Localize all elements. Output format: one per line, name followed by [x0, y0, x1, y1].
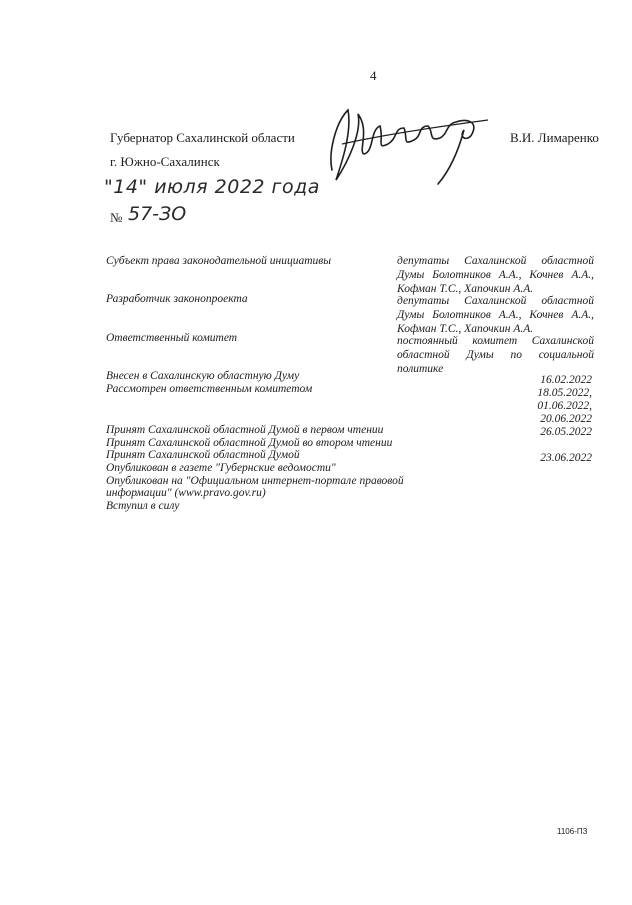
- signature: [318, 92, 508, 202]
- effective-label: Вступил в силу: [106, 500, 180, 512]
- committee-value: постоянный комитет Сахалинской областной Думы по социальной политике: [397, 335, 594, 375]
- handwritten-number: 57-ЗО: [128, 203, 187, 225]
- portal-label-line2: информации" (www.pravo.gov.ru): [106, 487, 266, 499]
- first-reading-label: Принят Сахалинской областной Думой в первом чтении: [106, 424, 384, 436]
- considered-date-2: 01.06.2022,: [537, 400, 592, 412]
- footer-code: 1106-ПЗ: [557, 827, 588, 836]
- page-number: 4: [370, 68, 377, 83]
- considered-date-3: 20.06.2022: [540, 413, 592, 425]
- number-label: №: [110, 210, 123, 225]
- adopted-label: Принят Сахалинской областной Думой: [106, 449, 300, 461]
- introduced-label: Внесен в Сахалинскую областную Думу: [106, 370, 300, 382]
- gazette-label: Опубликован в газете "Губернские ведомости": [106, 462, 336, 474]
- developer-value: депутаты Сахалинской областной Думы Болотников А.А., Кочнев А.А., Кофман Т.С., Хапочкин А.А.: [397, 295, 594, 335]
- subject-label: Субъект права законодательной инициативы: [106, 255, 332, 267]
- handwritten-date: "14" июля 2022 года: [104, 176, 320, 198]
- adopted-date: 23.06.2022: [540, 452, 592, 464]
- portal-label-line1: Опубликован на "Официальном интернет-портале правовой: [106, 475, 404, 487]
- first-reading-date: 26.05.2022: [540, 426, 592, 438]
- subject-value: депутаты Сахалинской областной Думы Болотников А.А., Кочнев А.А., Кофман Т.С., Хапочкин А.А.: [397, 255, 594, 295]
- introduced-date: 16.02.2022: [540, 374, 592, 386]
- city: г. Южно-Сахалинск: [110, 154, 220, 169]
- second-reading-label: Принят Сахалинской областной Думой во втором чтении: [106, 437, 393, 449]
- considered-date-1: 18.05.2022,: [537, 387, 592, 399]
- governor-title: Губернатор Сахалинской области: [110, 130, 295, 145]
- considered-label: Рассмотрен ответственным комитетом: [106, 383, 313, 395]
- developer-label: Разработчик законопроекта: [106, 293, 248, 305]
- committee-label: Ответственный комитет: [106, 332, 238, 344]
- governor-name: В.И. Лимаренко: [510, 130, 599, 145]
